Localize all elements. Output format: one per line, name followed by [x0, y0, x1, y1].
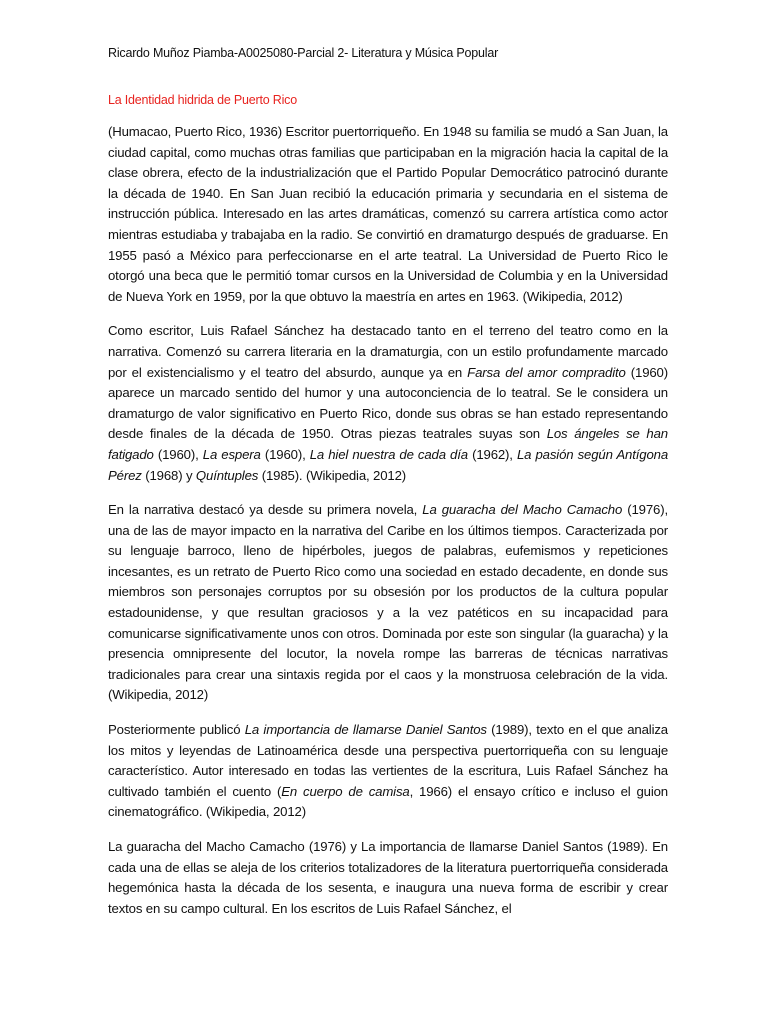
text-span: (1962), [467, 446, 517, 462]
text-span: (Humacao, Puerto Rico, 1936) Escritor puertorriqueño. En 1948 su familia se mudó a San Juan, la ciudad capital, como muchas otras familias que participaban en la migración hacia la capital de la clase obrera, efecto de la industrialización que el Partido Popular Democrático patrocinó durante la década de 1940. En San Juan recibió la educación primaria y secundaria en el sistema de instrucción pública. Interesado en las artes dramáticas, comenzó su carrera artística como actor mientras estudiaba y trabajaba en la radio. Se convirtió en dramaturgo después de graduarse. En 1955 pasó a México para perfeccionarse en el arte teatral. La Universidad de Puerto Rico le otorgó una beca que le permitió tomar cursos en la Universidad de Columbia y en la Universidad de Nueva York en 1959, por la que obtuvo la maestría en artes en 1963. (Wikipedia, 2012) [108, 124, 668, 304]
document-header: Ricardo Muñoz Piamba-A0025080-Parcial 2- Literatura y Música Popular [108, 46, 499, 60]
italic-title-span: La guaracha del Macho Camacho [422, 502, 623, 518]
italic-title-span: La importancia de llamarse Daniel Santos [244, 722, 487, 738]
italic-title-span: La hiel nuestra de cada día [309, 446, 468, 462]
italic-title-span: Los ángeles se han fatigado [108, 426, 668, 462]
paragraph-analysis [108, 837, 668, 919]
italic-title-span: En cuerpo de camisa [281, 783, 410, 799]
paragraph-narrative [108, 500, 668, 706]
paragraph-theatre [108, 321, 668, 486]
text-span: La guaracha del Macho Camacho (1976) y La importancia de llamarse Daniel Santos (1989). En cada una de ellas se aleja de los criterios totalizadores de la literatura puertorriqueña considerada hegemónica hasta la década de los sesenta, e inaugura una nueva forma de escribir y crear textos en su campo cultural. En los escritos de Luis Rafael Sánchez, el [108, 839, 668, 916]
text-span: (1985). (Wikipedia, 2012) [258, 467, 407, 483]
text-span: Como escritor, Luis Rafael Sánchez ha destacado tanto en el terreno del teatro como en la narrativa. Comenzó su carrera literaria en la dramaturgia, con un estilo profundamente marcado por el existencialismo y el teatro del absurdo, aunque ya en [108, 323, 668, 380]
italic-title-span: Farsa del amor compradito [467, 364, 626, 380]
text-span: (1989), texto en el que analiza los mitos y leyendas de Latinoamérica desde una perspectiva puertorriqueña con su lenguaje característico. Autor interesado en todas las vertientes de la escritura, Luis Rafael Sánchez ha cultivado también el cuento ( [108, 722, 668, 799]
text-span: (1968) y [141, 467, 196, 483]
text-span: (1976), una de las de mayor impacto en la narrativa del Caribe en los últimos tiempos. Caracterizada por su lenguaje barroco, lleno de hipérboles, juegos de palabras, eufemismos y repeticiones incesantes, es un retrato de Puerto Rico como una sociedad en estado decadente, en donde sus miembros son personajes corruptos por su obsesión por los productos de la cultura popular estadounidense, y que resultan graciosos y a la vez patéticos en su incapacidad para comunicarse significativamente unos con otros. Dominada por este son singular (la guaracha) y la presencia omnipresente del locutor, la novela rompe las barreras de técnicas narrativas tradicionales para crear una sintaxis regida por el caos y la monstruosa celebración de la vida. (Wikipedia, 2012) [108, 502, 668, 703]
paragraph-biography [108, 122, 668, 307]
italic-title-span: La pasión según Antígona Pérez [108, 446, 669, 483]
text-span: (1960), [260, 446, 310, 462]
text-span: En la narrativa destacó ya desde su primera novela, [108, 502, 423, 518]
italic-title-span: Quíntuples [195, 467, 259, 483]
document-title: La Identidad hidrida de Puerto Rico [108, 93, 297, 107]
italic-title-span: La espera [202, 446, 261, 462]
text-span: , 1966) el ensayo crítico e incluso el guion cinematográfico. (Wikipedia, 2012) [108, 783, 668, 820]
text-span: Posteriormente publicó [108, 722, 245, 738]
document-body [108, 122, 668, 919]
text-span: (1960) aparece un marcado sentido del humor y una autoconciencia de lo teatral. Se le considera un dramaturgo de valor significativo en Puerto Rico, donde sus obras se han estado representando desde finales de la década de 1950. Otras piezas teatrales suyas son [108, 364, 668, 442]
text-span: (1960), [153, 446, 203, 462]
paragraph-later-works [108, 720, 668, 823]
